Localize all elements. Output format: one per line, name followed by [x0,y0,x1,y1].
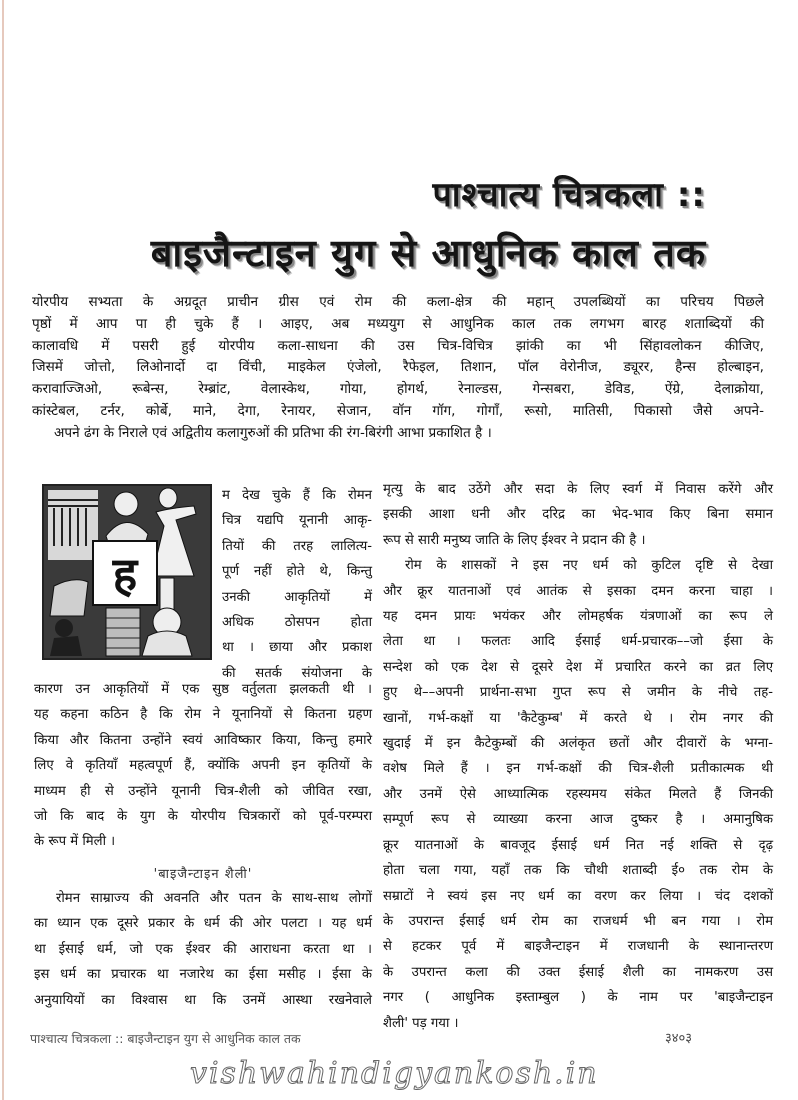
text-line: माध्यम ही से उन्होंने यूनानी चित्र-शैली को जीवित रखा, [34,783,372,799]
section-subheading: 'बाइजैन्टाइन शैली' [153,867,253,882]
text-line: रूप से सारी मनुष्य जाति के लिए ईश्वर ने प्रदान की है । [383,532,646,548]
text-line: था ईसाई धर्म, जो एक ईश्वर की आराधना करता था । [34,941,372,957]
text-line: किया और कितना उन्होंने स्वयं आविष्कार किया, किन्तु हमारे [34,732,372,748]
text-line: का ध्यान एक दूसरे प्रकार के धर्म की ओर पलटा । यह धर्म [34,916,372,932]
text-line: तियों की तरह लालित्य- [222,538,372,554]
text-line: यह कहना कठिन है कि रोम ने यूनानियों से कितना ग्रहण [34,707,372,723]
text-line: सम्पूर्ण रूप से व्याख्या करना आज दुष्कर है । अमानुषिक [383,812,773,828]
intro-line: पृष्ठों में आप पा ही चुके हैं । आइए, अब मध्ययुग से आधुनिक काल तक लगभग बारह शताब्दियों की [32,315,764,332]
left-column-continued [34,677,372,855]
text-line: खुदाई में इन कैटेकुम्बों की अलंकृत छतों और दीवारों के भग्ना- [383,736,773,752]
text-line: खानों, गर्भ-कक्षों या 'कैटेकुम्ब' में करते थे । रोम नगर की [383,710,773,726]
text-line: के उपरान्त ईसाई धर्म रोम का राजधर्म भी बन गया । रोम [383,913,773,929]
text-line: कारण उन आकृतियों में एक सुष्ठ वर्तुलता झलकती थी । [34,682,372,697]
text-line: अधिक ठोसपन होता [222,615,372,631]
text-line: रोमन साम्राज्य की अवनति और पतन के साथ-साथ लोगों [56,891,372,906]
intro-line: कालावधि में पसरी हुई योरपीय कला-साधना की उस चित्र-विचित्र झांकी का भी सिंहावलोकन कीजिए, [32,337,764,354]
text-line: और क्रूर यातनाओं एवं आतंक से इसका दमन करना चाहा । [383,583,773,599]
text-line: हुए थे––अपनी प्रार्थना-सभा गुप्त रूप से जमीन के नीचे तह- [383,685,773,701]
text-line: नगर ( आधुनिक इस्ताम्बुल ) के नाम पर 'बाइजैन्टाइन [383,990,773,1006]
text-line: जो कि बाद के युग के योरपीय चित्रकारों को पूर्व-परम्परा [34,809,372,825]
text-line: रोम के शासकों ने इस नए धर्म को कुटिल दृष्टि से देखा [405,558,773,574]
running-footer-title: पाश्चात्य चित्रकला :: बाइजैन्टाइन युग से आधुनिक काल तक [30,1031,301,1046]
page-number: ३४०३ [665,1031,693,1046]
dropcap-letter: ह [92,540,158,606]
intro-line: अपने ढंग के निराले एवं अद्वितीय कलागुरुओं की प्रतिभा की रंग-बिरंगी आभा प्रकाशित है । [54,424,492,441]
text-line: लिए वे कृतियाँ महत्वपूर्ण हैं, क्योंकि अपनी इन कृतियों के [34,758,372,774]
watermark: vishwahindigyankosh.in [190,1056,599,1091]
text-line: क्रूर यातनाओं के बावजूद ईसाई धर्म नित नई शक्ति से दृढ़ [383,837,773,853]
text-line: म देख चुके हैं कि रोमन [222,488,372,503]
text-line: था । छाया और प्रकाश [222,640,372,656]
text-line: इस धर्म का प्रचारक था नजारेथ का ईसा मसीह । ईसा के [34,967,372,983]
page-title-line-2: बाइजैन्टाइन युग से आधुनिक काल तक [150,231,706,275]
intro-line: करावाज्जिओ, रूबेन्स, रेम्ब्रांट, वेलास्केथ, गोया, होगर्थ, रेनाल्डस, गेन्सबरा, डेविड, ऐंग्रे, देलाक्रोया, [32,381,764,398]
text-line: मृत्यु के बाद उठेंगे और सदा के लिए स्वर्ग में निवास करेंगे और [383,482,773,497]
dropcap-illustration [42,484,212,660]
left-column-section [34,886,372,1013]
intro-line: योरपीय सभ्यता के अग्रदूत प्राचीन ग्रीस एवं रोम की कला-क्षेत्र की महान् उपलब्धियों का परिचय पिछले [32,294,764,310]
text-line: अनुयायियों का विश्वास था कि उनमें आस्था रखनेवाले [34,992,372,1008]
intro-line: कांस्टेबल, टर्नर, कोर्बे, माने, देगा, रेनायर, सेजान, वॉन गॉग, गोगाँ, रूसो, मातिसी, पिकासो जैसे अपने- [32,402,764,419]
text-line: चित्र यद्यपि यूनानी आकृ- [222,513,372,529]
text-line: के रूप में मिली । [34,834,116,850]
page-title-line-1: पाश्चात्य चित्रकला :: [432,175,706,215]
text-line: यह दमन प्रायः भयंकर और लोमहर्षक यंत्रणाओं का रूप ले [383,609,773,625]
right-column [383,477,773,1036]
text-line: इसकी आशा धनी और दरिद्र का भेद-भाव किए बिना समान [383,507,773,523]
text-line: वशेष मिले हैं । इन गर्भ-कक्षों की चित्र-शैली प्रतीकात्मक थी [383,761,773,777]
page-edge [2,0,4,1100]
text-line: से हटकर पूर्व में बाइजैन्टाइन में राजधानी के स्थानान्तरण [383,939,773,955]
text-line: शैली' पड़ गया । [383,1015,459,1031]
text-line: सम्राटों ने स्वयं इस नए धर्म का वरण कर लिया । चंद दशकों [383,888,773,904]
text-line: सन्देश को एक देश से दूसरे देश में प्रचारित करने का व्रत लिए [383,659,773,675]
left-column-top [222,483,372,686]
text-line: की सतर्क संयोजना के [222,665,372,681]
text-line: लेता था । फलतः आदि ईसाई धर्म-प्रचारक––जो ईसा के [383,634,773,650]
intro-line: जिसमें जोत्तो, लिओनार्दो दा विंची, माइकेल एंजेलो, रैफेइल, तिशान, पॉल वेरोनीज, ड्यूरर, हैन्स होल्बाइन, [32,359,764,376]
text-line: होता चला गया, यहाँ तक कि चौथी शताब्दी ई० तक रोम के [383,863,773,879]
text-line: और उनमें ऐसे आध्यात्मिक रहस्यमय संकेत मिलते हैं जिनकी [383,786,773,802]
text-line: पूर्ण नहीं होते थे, किन्तु [222,564,372,580]
intro-paragraph [32,292,764,445]
text-line: के उपरान्त कला की उक्त ईसाई शैली का नामकरण उस [383,964,773,980]
text-line: उनकी आकृतियों में [222,589,372,605]
